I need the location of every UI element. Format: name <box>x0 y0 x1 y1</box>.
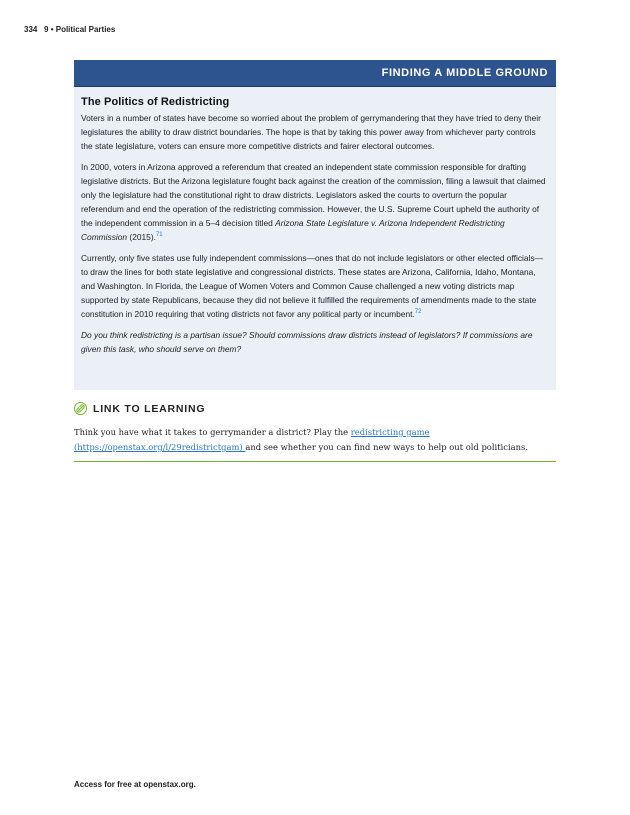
footnote-72-link[interactable]: 72 <box>414 309 422 316</box>
feature-header-label: FINDING A MIDDLE GROUND <box>381 67 548 79</box>
feature-paragraph-3 <box>81 251 548 321</box>
link-icon <box>74 402 87 415</box>
footer: Access for free at openstax.org. <box>74 780 196 789</box>
feature-question: Do you think redistricting is a partisan issue? Should commissions draw districts instead of legislators? If commissions are given this task, who should serve on them? <box>81 330 533 354</box>
running-head <box>24 25 115 34</box>
link-text-after: and see whether you can find new ways to help out old politicians. <box>245 442 528 452</box>
feature-body <box>74 87 556 356</box>
link-to-learning-heading <box>74 402 556 415</box>
section-divider <box>74 461 556 462</box>
case-title: Arizona State Legislature v. Arizona Independent Redistricting Commission <box>81 218 505 242</box>
feature-box <box>74 60 556 390</box>
link-text-before: Think you have what it takes to gerrymander a district? Play the <box>74 427 351 437</box>
feature-title: The Politics of Redistricting <box>81 96 230 108</box>
paragraph-2-end: (2015). <box>127 232 156 242</box>
paragraph-3-text: Currently, only five states use fully independent commissions—ones that do not include legislators or other elected officials—to draw the lines for both state legislative and congressional districts. These states are Arizona, California, Idaho, Montana, and Washington. In Florida, the League of Women Voters and Common Cause challenged a new voting districts map supported by state Republicans, because they did not believe it fulfilled the requirements of amendments made to the state constitution in 2010 requiring that voting districts not favor any political party or incumbent. <box>81 253 543 319</box>
link-to-learning-text <box>74 425 556 455</box>
paragraph-2-text: In 2000, voters in Arizona approved a referendum that created an independent state commission responsible for drafting legislative districts. But the Arizona legislature fought back against the creation of the commission, filing a lawsuit that claimed only the legislature had the constitutional right to draw districts. Legislators asked the courts to overturn the popular referendum and end the operation of the redistricting commission. However, the U.S. Supreme Court upheld the authority of the independent commission in a 5–4 decision titled <box>81 162 546 228</box>
feature-paragraph-1: Voters in a number of states have become so worried about the problem of gerrymandering that they have tried to deny their legislatures the ability to draw district boundaries. The hope is that by taking this power away from whichever party controls the state legislature, voters can ensure more competitive districts and fairer electoral outcomes. <box>81 113 541 151</box>
link-to-learning-title: LINK TO LEARNING <box>93 402 206 415</box>
footnote-71-link[interactable]: 71 <box>155 232 163 239</box>
link-to-learning <box>74 402 556 462</box>
feature-header <box>74 60 556 87</box>
feature-paragraph-2 <box>81 160 548 244</box>
redistricting-game-link[interactable]: redistricting game (https://openstax.org/l/29redistrictgam) <box>74 427 430 452</box>
page-number: 334 <box>24 25 38 34</box>
chapter-title: 9 • Political Parties <box>44 25 116 34</box>
